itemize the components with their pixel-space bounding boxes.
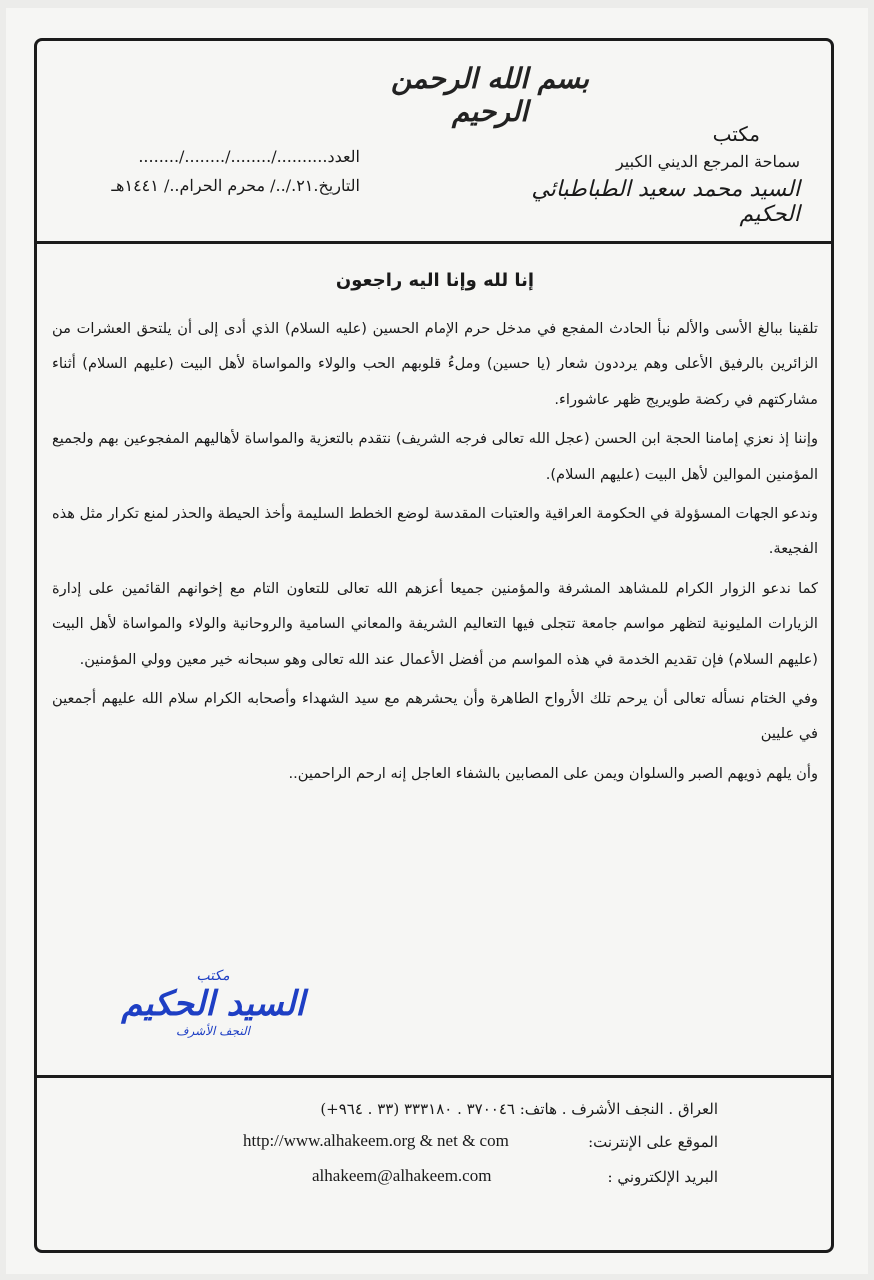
footer-address: العراق . النجف الأشرف . هاتف: ٣٧٠٠٤٦ . ٣٣٣١٨٠ (٣٣ . ٩٦٤+) bbox=[320, 1100, 718, 1118]
paragraph: وأن يلهم ذويهم الصبر والسلوان ويمن على المصابين بالشفاء العاجل إنه ارحم الراحمين.. bbox=[288, 764, 818, 782]
seal-top-text: مكتب bbox=[196, 968, 230, 984]
office-block bbox=[530, 122, 800, 227]
office-word: مكتب bbox=[712, 122, 760, 146]
seal-bottom-text: النجف الأشرف bbox=[176, 1024, 250, 1038]
header-divider bbox=[34, 241, 834, 244]
footer-email-link[interactable]: alhakeem@alhakeem.com bbox=[312, 1166, 492, 1185]
office-name: السيد محمد سعيد الطباطبائي الحكيم bbox=[531, 177, 800, 227]
office-seal bbox=[118, 968, 308, 1068]
basmala: بسم الله الرحمن الرحيم bbox=[390, 62, 590, 128]
paragraph: وإننا إذ نعزي إمامنا الحجة ابن الحسن (عجل الله تعالى فرجه الشريف) نتقدم بالتعزية والمواساة لأهاليهم المفجوعين بهم ولجميع المؤمنين الموالين لأهل البيت (عليهم السلام). bbox=[52, 430, 818, 483]
letter-footer bbox=[40, 1090, 828, 1240]
letterhead bbox=[40, 42, 828, 238]
paragraph: كما ندعو الزوار الكرام للمشاهد المشرفة والمؤمنين جميعا أعزهم الله تعالى للتعاون التام مع إخوانهم القائمين على إدارة الزيارات المليونية لتظهر مواسم جامعة تتجلى فيها التعاليم الشريفة والمعاني السامية والروحانية والولاء والمواساة لأهل البيت (عليهم السلام) فإن تقديم الخدمة في هذه المواسم من أفضل الأعمال عند الله تعالى وهو سبحانه خير معين وولي المؤمنين. bbox=[52, 579, 818, 668]
statement-title: إنا لله وإنا اليه راجعون bbox=[335, 270, 535, 291]
footer-divider bbox=[34, 1075, 834, 1078]
footer-website-link[interactable]: http://www.alhakeem.org & net & com bbox=[243, 1131, 509, 1150]
reference-block bbox=[70, 147, 360, 205]
footer-email-label: البريد الإلكتروني : bbox=[607, 1168, 718, 1186]
footer-website-label: الموقع على الإنترنت: bbox=[588, 1133, 718, 1151]
paragraph: وفي الختام نسأله تعالى أن يرحم تلك الأرواح الطاهرة وأن يحشرهم مع سيد الشهداء وأصحابه الكرام سلام الله عليهم أجمعين في عليين bbox=[52, 690, 818, 743]
statement-body bbox=[52, 270, 818, 795]
paragraph: وندعو الجهات المسؤولة في الحكومة العراقية والعتبات المقدسة لوضع الخطط السليمة وأخذ الحيطة والحذر لمنع تكرار مثل هذه الفجيعة. bbox=[52, 505, 818, 558]
paragraph: تلقينا ببالغ الأسى والألم نبأ الحادث المفجع في مدخل حرم الإمام الحسين (عليه السلام) الذي أدى إلى أن يلتحق العشرات من الزائرين بالرفيق الأعلى وهم يرددون شعار (يا حسين) وملءُ قلوبهم الحب والولاء والمواساة لأهل البيت (عليهم السلام) أثناء مشاركتهم في ركضة طويريج ظهر عاشوراء. bbox=[52, 320, 818, 408]
reference-number: العدد........../......../......../........ bbox=[138, 147, 360, 166]
seal-main-text: السيد الحكيم bbox=[121, 984, 305, 1024]
reference-date: التاريخ.٢١./../ محرم الحرام../ ١٤٤١هـ bbox=[111, 176, 360, 195]
office-title: سماحة المرجع الديني الكبير bbox=[615, 152, 800, 171]
